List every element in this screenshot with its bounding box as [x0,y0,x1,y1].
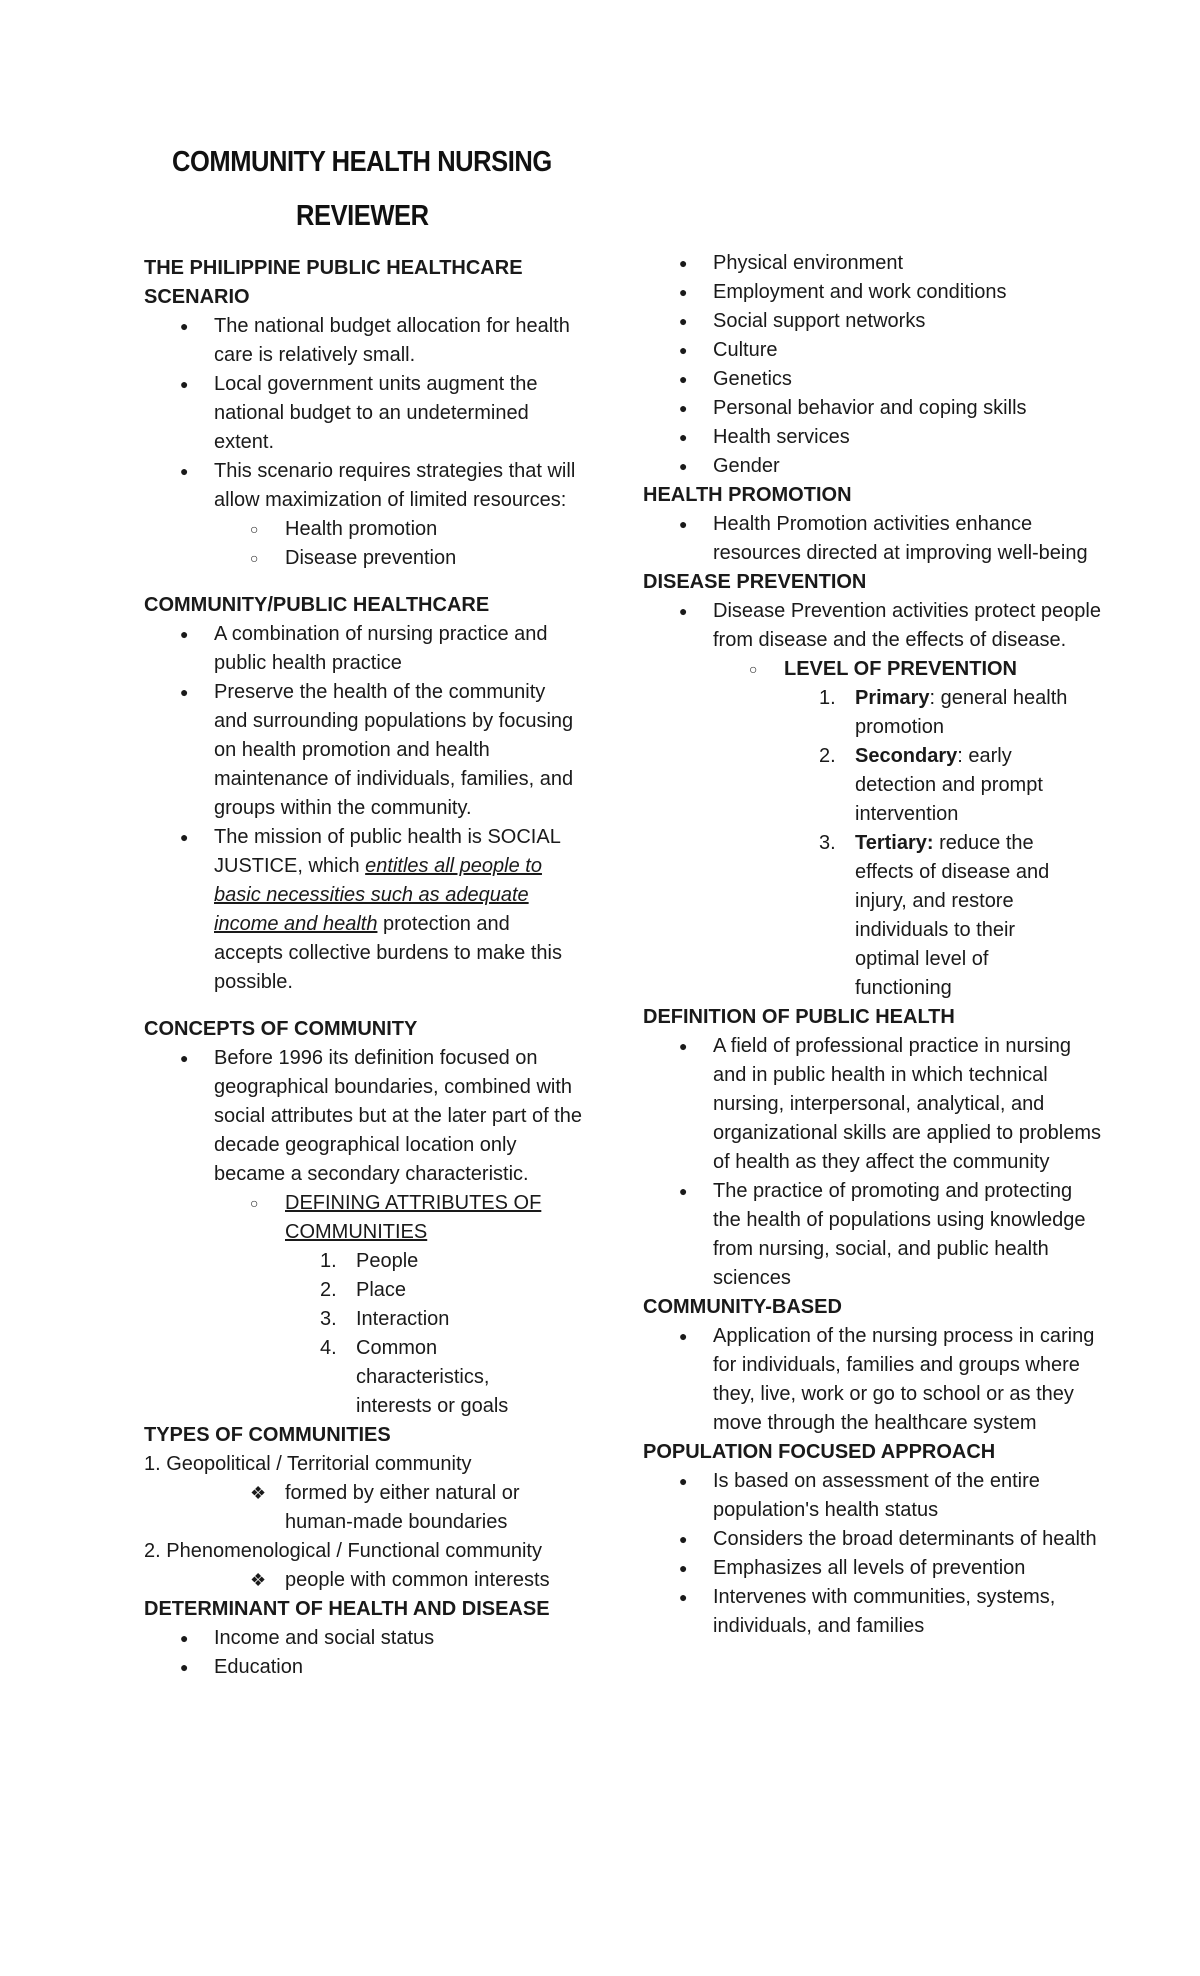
sub-list-item: ○ LEVEL OF PREVENTION [643,655,1103,684]
type-geopolitical: 1. Geopolitical / Territorial community [144,1453,472,1475]
item-number: 4. [320,1337,337,1359]
section-philippine-scenario [144,254,584,573]
section-heading: POPULATION FOCUSED APPROACH [643,1441,996,1463]
item-number: 1. [819,687,836,709]
list-item: ● Disease Prevention activities protect people from disease and the effects of disease. [643,597,1103,655]
level-term: Secondary [855,745,958,767]
list-item-mission [144,823,584,997]
list-item: ● Before 1996 its definition focused on geographical boundaries, combined with social attributes but at the later part of the decade geographical location only became a secondary characteristic. [144,1044,584,1189]
list-item: ● Application of the nursing process in caring for individuals, families and groups where they, live, work or go to school or as they move through the healthcare system [643,1322,1103,1438]
list-item: ● Preserve the health of the community and surrounding populations by focusing on health promotion and health maintenance of individuals, families, and groups within the community. [144,678,584,823]
list-item: ● Intervenes with communities, systems, individuals, and families [643,1583,1103,1641]
sub-list-item: ○ Disease prevention [144,544,584,573]
type-detail-text: formed by either natural or human-made boundaries [285,1482,520,1533]
list-item: ● Income and social status [144,1624,584,1653]
list-item: ● Emphasizes all levels of prevention [643,1554,1103,1583]
list-item: ● Health Promotion activities enhance resources directed at improving well-being [643,510,1103,568]
level-desc: : general health promotion [855,687,1068,738]
level-desc: : early detection and prompt intervention [855,745,1043,825]
section-heading: DETERMINANT OF HEALTH AND DISEASE [144,1598,550,1620]
section-heading: COMMUNITY-BASED [643,1296,842,1318]
item-text: Interaction [356,1308,450,1330]
item-number: 3. [819,832,836,854]
list-item: ● Gender [643,452,1103,481]
list-item: ● Considers the broad determinants of health [643,1525,1103,1554]
section-heading: HEALTH PROMOTION [643,484,852,506]
doc-title-line2: REVIEWER [296,200,429,232]
type-phenomenological: 2. Phenomenological / Functional community [144,1540,542,1562]
determinant-list-continued [643,249,1103,481]
level-term: Tertiary: [855,832,934,854]
numbered-item [144,1247,584,1276]
list-item: ● Genetics [643,365,1103,394]
list-item: ● Social support networks [643,307,1103,336]
level-term: Primary [855,687,930,709]
list-item: ● The national budget allocation for health care is relatively small. [144,312,584,370]
list-item: ● The practice of promoting and protecting the health of populations using knowledge from nursing, social, and public health sciences [643,1177,1103,1293]
mission-text-pre: The mission of public health is SOCIAL JUSTICE, which [214,826,561,877]
section-heading: CONCEPTS OF COMMUNITY [144,1018,418,1040]
list-item: ● Culture [643,336,1103,365]
defining-attributes-label: DEFINING ATTRIBUTES OF COMMUNITIES [285,1192,542,1243]
section-concepts-of-community [144,1015,584,1421]
item-text: Place [356,1279,407,1301]
item-number: 2. [819,745,836,767]
list-item: ● A field of professional practice in nursing and in public health in which technical nursing, interpersonal, analytical, and organizational skills are applied to problems of health as they affect the community [643,1032,1103,1177]
list-item: ● Is based on assessment of the entire population's health status [643,1467,1103,1525]
doc-title-line1: COMMUNITY HEALTH NURSING [172,146,552,178]
prevention-level-item [643,742,1103,829]
type-detail-item [144,1479,584,1537]
section-community-public-healthcare [144,591,584,997]
level-desc: reduce the effects of disease and injury, and restore individuals to their optimal level of functioning [855,832,1050,999]
list-item: ● Physical environment [643,249,1103,278]
list-item: ● Personal behavior and coping skills [643,394,1103,423]
numbered-item [144,1305,584,1334]
list-item: ● A combination of nursing practice and public health practice [144,620,584,678]
section-heading: TYPES OF COMMUNITIES [144,1424,391,1446]
item-number: 3. [320,1308,337,1330]
numbered-item [144,1276,584,1305]
diamond-bullet-icon: ❖ [250,1570,267,1590]
section-heading: DISEASE PREVENTION [643,571,867,593]
numbered-item [144,1334,584,1421]
item-text: People [356,1250,419,1272]
item-text: Common characteristics, interests or goals [356,1337,509,1417]
sub-list-item: ○ Health promotion [144,515,584,544]
list-item: ● Education [144,1653,584,1682]
right-column [643,249,1103,1641]
section-disease-prevention [643,568,1103,1003]
prevention-level-item [643,829,1103,1003]
item-number: 2. [320,1279,337,1301]
mission-text-post: protection and accepts collective burdens to make this possible. [214,913,562,993]
list-item: ● Health services [643,423,1103,452]
section-population-focused [643,1438,1103,1641]
list-item: ● This scenario requires strategies that will allow maximization of limited resources: [144,457,584,515]
item-number: 1. [320,1250,337,1272]
section-definition-public-health [643,1003,1103,1293]
section-types-of-communities [144,1421,584,1595]
prevention-level-item [643,684,1103,742]
section-heading: COMMUNITY/PUBLIC HEALTHCARE [144,594,490,616]
mission-text-emphasis: entitles all people to basic necessities such as adequate income and health [214,855,542,935]
type-detail-text: people with common interests [285,1569,550,1591]
type-detail-item [144,1566,584,1595]
section-health-promotion [643,481,1103,568]
section-determinant-of-health [144,1595,584,1682]
left-column [144,254,584,1682]
list-item: ● Employment and work conditions [643,278,1103,307]
sub-list-item [144,1189,584,1247]
list-item: ● Local government units augment the national budget to an undetermined extent. [144,370,584,457]
diamond-bullet-icon: ❖ [250,1483,267,1503]
section-community-based [643,1293,1103,1438]
section-heading: THE PHILIPPINE PUBLIC HEALTHCARE SCENARIO [144,257,523,308]
section-heading: DEFINITION OF PUBLIC HEALTH [643,1006,955,1028]
